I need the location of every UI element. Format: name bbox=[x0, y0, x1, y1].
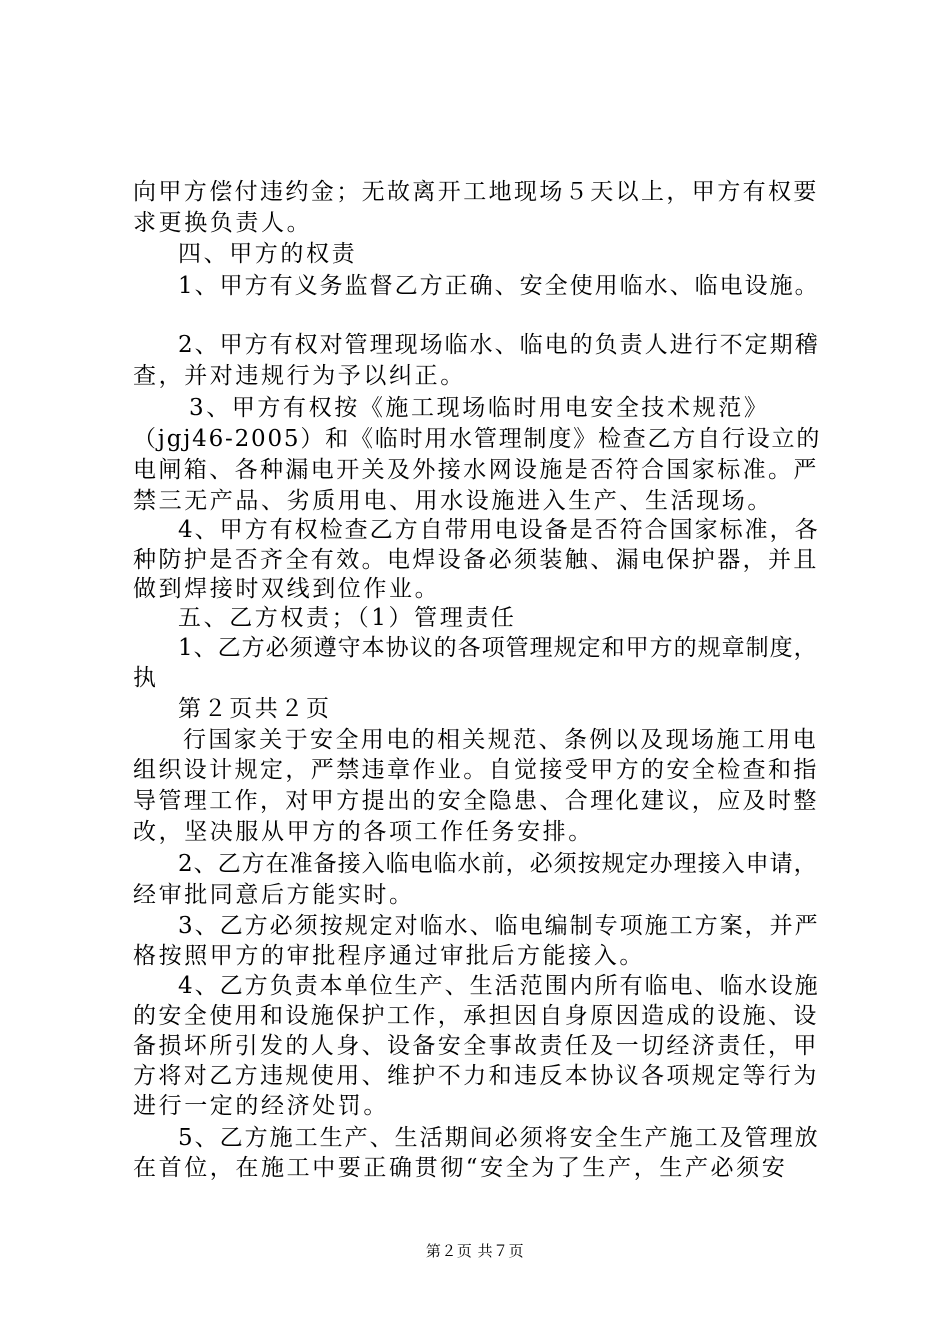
body-line: 进行一定的经济处罚。 bbox=[133, 1093, 389, 1119]
body-line: 2、甲方有权对管理现场临水、临电的负责人进行不定期稽 bbox=[178, 332, 820, 358]
body-line: 3、甲方有权按《施工现场临时用电安全技术规范》 bbox=[189, 395, 770, 421]
body-line: 导管理工作，对甲方提出的安全隐患、合理化建议，应及时整 bbox=[133, 788, 819, 814]
page-footer: 第２页 共７页 bbox=[425, 1242, 525, 1260]
body-line: 执 bbox=[133, 665, 159, 691]
body-line: 行国家关于安全用电的相关规范、条例以及现场施工用电 bbox=[183, 727, 818, 753]
body-line: 的安全使用和设施保护工作，承担因自身原因造成的设施、设 bbox=[133, 1003, 819, 1029]
inline-page-marker: 第２页共２页 bbox=[178, 696, 332, 722]
body-line: 2、乙方在准备接入临电临水前，必须按规定办理接入申请， bbox=[178, 851, 818, 877]
body-line: 4、乙方负责本单位生产、生活范围内所有临电、临水设施 bbox=[178, 973, 820, 999]
section-heading: 四、甲方的权责 bbox=[178, 241, 358, 267]
body-line: 电闸箱、各种漏电开关及外接水网设施是否符合国家标准。严 bbox=[133, 457, 819, 483]
body-line: 查，并对违规行为予以纠正。 bbox=[133, 363, 466, 389]
body-line: 组织设计规定，严禁违章作业。自觉接受甲方的安全检查和指 bbox=[133, 757, 819, 783]
body-line: 格按照甲方的审批程序通过审批后方能接入。 bbox=[133, 943, 645, 969]
body-line: 在首位，在施工中要正确贯彻“安全为了生产，生产必须安 bbox=[133, 1155, 788, 1181]
body-line: 5、乙方施工生产、生活期间必须将安全生产施工及管理放 bbox=[178, 1125, 820, 1151]
body-line: 4、甲方有权检查乙方自带用电设备是否符合国家标准，各 bbox=[178, 517, 820, 543]
body-line: 求更换负责人。 bbox=[133, 210, 313, 236]
body-line: 3、乙方必须按规定对临水、临电编制专项施工方案，并严 bbox=[178, 913, 820, 939]
body-line: 备损坏所引发的人身、设备安全事故责任及一切经济责任，甲 bbox=[133, 1033, 819, 1059]
body-line: 禁三无产品、劣质用电、用水设施进入生产、生活现场。 bbox=[133, 488, 773, 514]
section-heading: 五、乙方权责；（1）管理责任 bbox=[178, 605, 517, 631]
body-line: （jgj46-2005）和《临时用水管理制度》检查乙方自行设立的 bbox=[133, 426, 822, 452]
body-line: 方将对乙方违规使用、维护不力和违反本协议各项规定等行为 bbox=[133, 1063, 819, 1089]
body-line: 改，坚决服从甲方的各项工作任务安排。 bbox=[133, 819, 594, 845]
body-line: 种防护是否齐全有效。电焊设备必须装触、漏电保护器，并且 bbox=[133, 547, 819, 573]
body-line: 1、甲方有义务监督乙方正确、安全使用临水、临电设施。 bbox=[178, 273, 820, 299]
body-line: 经审批同意后方能实时。 bbox=[133, 882, 415, 908]
body-line: 1、乙方必须遵守本协议的各项管理规定和甲方的规章制度， bbox=[178, 635, 818, 661]
body-line: 向甲方偿付违约金；无故离开工地现场５天以上，甲方有权要 bbox=[133, 179, 819, 205]
body-line: 做到焊接时双线到位作业。 bbox=[133, 576, 441, 602]
